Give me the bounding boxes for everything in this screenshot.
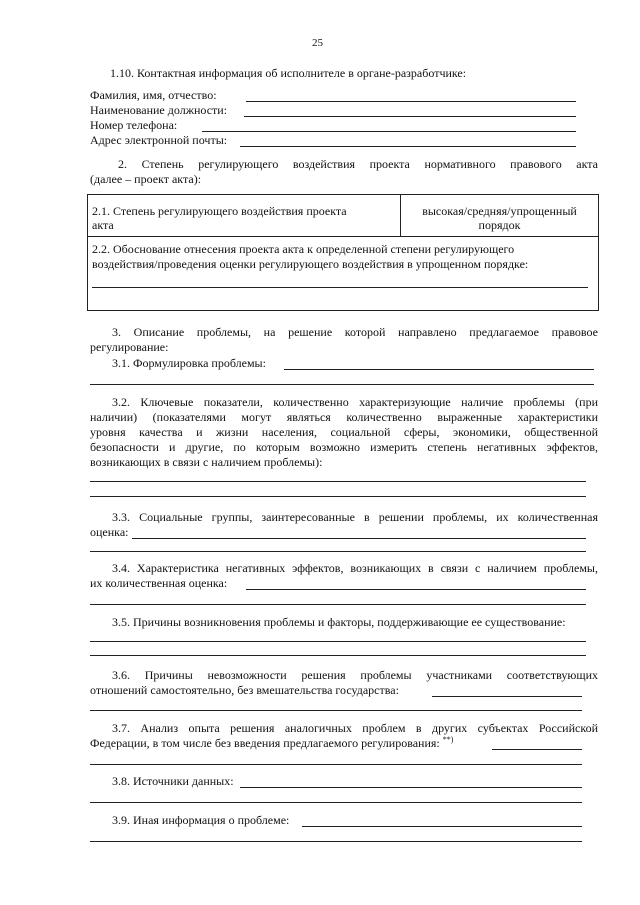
p33-line-2: оценка: [90, 525, 129, 539]
p36-line-1: 3.6. Причины невозможности решения проблемы участниками соответствующих [112, 668, 598, 682]
position-field[interactable] [244, 116, 576, 117]
p36-field-2[interactable] [90, 710, 582, 711]
p33-field-2[interactable] [90, 551, 586, 552]
section-3-intro-line-2: регулирование: [90, 340, 169, 354]
table-cell-2-2-line-2: воздействия/проведения оценки регулирующего воздействия в упрощенном порядке: [92, 257, 529, 271]
p39-label: 3.9. Иная информация о проблеме: [112, 813, 290, 827]
email-label: Адрес электронной почты: [90, 133, 228, 147]
table-2-2-answer-line[interactable] [92, 287, 588, 288]
p38-field-2[interactable] [90, 802, 582, 803]
p35-label: 3.5. Причины возникновения проблемы и факторы, поддерживающие ее существование: [112, 615, 566, 629]
p31-field-continuation[interactable] [90, 384, 594, 385]
phone-field[interactable] [202, 131, 576, 132]
table-cell-2-1-label-2: акта [92, 218, 114, 232]
p32-line-5: возникающих в связи с наличием проблемы): [90, 455, 323, 469]
table-cell-2-1-label-1: 2.1. Степень регулирующего воздействия проекта [92, 204, 347, 218]
email-field[interactable] [240, 146, 576, 147]
p33-field-1[interactable] [132, 538, 586, 539]
p34-line-1: 3.4. Характеристика негативных эффектов, возникающих в связи с наличием проблемы, [112, 561, 598, 575]
p32-line-3: уровня качества и жизни населения, социальной сферы, экономики, общественной [90, 425, 598, 439]
p35-field-2[interactable] [90, 655, 586, 656]
table-cell-2-2-line-1: 2.2. Обоснование отнесения проекта акта к определенной степени регулирующего [92, 242, 515, 256]
table-cell-degree-options-2: порядок [478, 218, 521, 232]
p32-field-1[interactable] [90, 481, 586, 482]
p37-field-1[interactable] [492, 749, 582, 750]
fio-field[interactable] [246, 101, 576, 102]
table-cell-degree-options-1: высокая/средняя/упрощенный [422, 204, 577, 218]
p36-line-2: отношений самостоятельно, без вмешательства государства: [90, 683, 399, 697]
p33-line-1: 3.3. Социальные группы, заинтересованные в решении проблемы, их количественная [112, 510, 598, 524]
p32-line-4: безопасности и другие, по которым возможно измерить степень негативных эффектов, [90, 440, 598, 454]
p39-field-2[interactable] [90, 841, 582, 842]
position-label: Наименование должности: [90, 103, 228, 117]
p35-field-1[interactable] [90, 641, 586, 642]
p31-field[interactable] [284, 369, 594, 370]
footnote-marker: **) [442, 735, 454, 744]
p34-line-2: их количественная оценка: [90, 576, 228, 590]
phone-label: Номер телефона: [90, 118, 178, 132]
section-2-line-2: (далее – проект акта): [90, 172, 202, 186]
table-row-divider [87, 236, 599, 237]
p36-field-1[interactable] [432, 696, 582, 697]
p34-field-1[interactable] [246, 589, 586, 590]
p39-field-1[interactable] [302, 826, 582, 827]
p31-label: 3.1. Формулировка проблемы: [112, 356, 266, 370]
p38-field-1[interactable] [240, 787, 582, 788]
section-3-intro-line-1: 3. Описание проблемы, на решение которой направлено предлагаемое правовое [112, 325, 598, 339]
p37-line-2-text: Федерации, в том числе без введения предлагаемого регулирования: [90, 736, 440, 750]
section-1-10-heading: 1.10. Контактная информация об исполнителе в органе-разработчике: [110, 66, 467, 80]
p34-field-2[interactable] [90, 604, 586, 605]
p32-line-1: 3.2. Ключевые показатели, количественно характеризующие наличие проблемы (при [112, 395, 598, 409]
p37-field-2[interactable] [90, 764, 582, 765]
p38-label: 3.8. Источники данных: [112, 774, 234, 788]
fio-label: Фамилия, имя, отчество: [90, 88, 217, 102]
p37-line-2 [90, 736, 453, 750]
p32-field-2[interactable] [90, 496, 586, 497]
section-2-line-1: 2. Степень регулирующего воздействия проекта нормативного правового акта [118, 157, 598, 171]
page-number: 25 [312, 37, 323, 49]
p37-line-1: 3.7. Анализ опыта решения аналогичных проблем в других субъектах Российской [112, 721, 598, 735]
p32-line-2: наличии) (показателями могут являться количественно выраженные характеристики [90, 410, 598, 424]
